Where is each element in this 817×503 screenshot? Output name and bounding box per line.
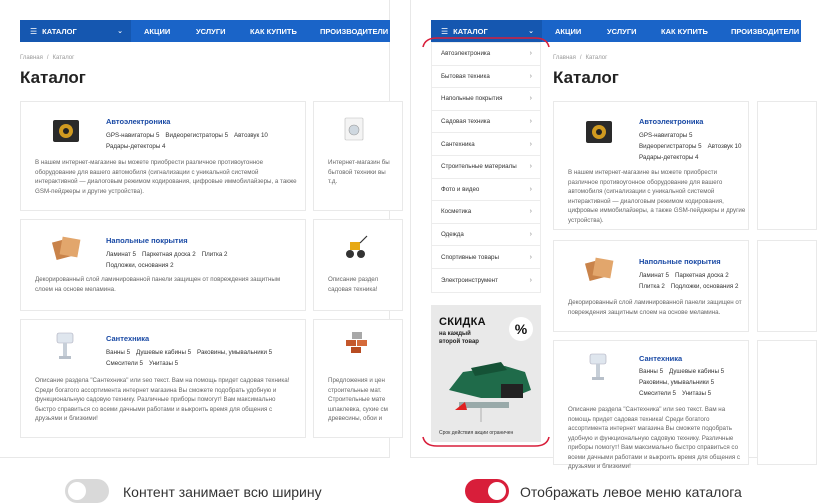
category-title[interactable]: Напольные покрытия <box>639 257 721 266</box>
side-menu-item[interactable]: Напольные покрытия › <box>432 88 540 111</box>
side-menu-item[interactable]: Одежда › <box>432 224 540 247</box>
breadcrumb-current: Каталог <box>52 55 75 61</box>
flooring-image <box>51 234 83 262</box>
category-card-building <box>313 319 403 438</box>
side-menu-item[interactable]: Спортивные товары › <box>432 246 540 269</box>
category-card-flooring <box>20 219 306 311</box>
category-title[interactable]: Сантехника <box>106 334 150 343</box>
chevron-right-icon: › <box>529 185 532 193</box>
chevron-right-icon: › <box>529 276 532 284</box>
category-description: Интернет-магазин бы бытовой техники вы т.д. <box>328 159 390 185</box>
category-title[interactable]: Сантехника <box>639 354 683 363</box>
category-card-partial <box>757 340 817 465</box>
side-menu-item[interactable]: Фото и видео › <box>432 179 540 202</box>
subcategory-list: Ванны 5 Душевые кабины 5 Раковины, умывальники 5 Смесители 5 Унитазы 5 <box>106 349 273 367</box>
side-menu-item[interactable]: Косметика › <box>432 201 540 224</box>
side-menu-item[interactable]: Строительные материалы › <box>432 156 540 179</box>
category-card-appliances <box>313 101 403 211</box>
car-electronics-image <box>584 116 614 146</box>
nav-sales[interactable]: АКЦИИ <box>144 26 171 36</box>
side-menu-item[interactable]: Бытовая техника › <box>432 66 540 89</box>
flooring-image <box>584 255 616 283</box>
breadcrumb: Главная / Каталог <box>20 55 75 61</box>
nav-services[interactable]: УСЛУГИ <box>607 26 637 36</box>
category-title[interactable]: Напольные покрытия <box>106 236 188 245</box>
catalog-side-menu <box>431 42 541 293</box>
nav-how-to-buy[interactable]: КАК КУПИТЬ <box>661 26 708 36</box>
breadcrumb-current: Каталог <box>585 55 608 61</box>
plumbing-image <box>584 351 614 383</box>
breadcrumb-home[interactable]: Главная <box>20 55 43 61</box>
full-width-toggle[interactable] <box>65 479 109 503</box>
full-width-toggle-label: Контент занимает всю ширину <box>123 484 322 500</box>
subcategory-list: GPS-навигаторы 5 Видеорегистраторы 5 Автозвук 10 Радары-детекторы 4 <box>639 132 742 161</box>
banner-title: СКИДКА <box>439 316 486 328</box>
category-description: В нашем интернет-магазине вы можете приобрести различное противоугонное оборудование для вашего автомобиля (сигнализации с уникальной системой интерактивной — диалоговым режимом кодирования, цифровые иммобилайзеры, а также GSM-пейджеры и другие устройства). <box>35 159 297 195</box>
side-menu-item[interactable]: Садовая техника › <box>432 111 540 134</box>
nav-how-to-buy[interactable]: КАК КУПИТЬ <box>250 26 297 36</box>
chevron-right-icon: › <box>529 95 532 103</box>
subcategory-list: Ламинат 5 Паркетная доска 2 Плитка 2 Подложки, основания 2 <box>639 272 739 290</box>
promo-banner[interactable] <box>431 305 541 442</box>
category-description: Описание раздела "Сантехника" или seo текст. Вам на помощь придет садовая техника! Среди богатого ассортимента интернет магазина Вы сможете подобрать удобную и функциональную садовую технику. Различные приборы помогут! Вам максимально быстро справиться со всеми дачными работами и выкроить время для общения с друзьями и близкими! <box>568 406 740 470</box>
category-card-partial <box>757 101 817 230</box>
category-card-auto <box>553 101 749 230</box>
catalog-menu-button[interactable]: ☰ КАТАЛОГ ⌄ <box>431 20 542 42</box>
nav-brands[interactable]: ПРОИЗВОДИТЕЛИ <box>320 26 389 36</box>
banner-subtitle: на каждый второй товар <box>439 331 479 345</box>
left-menu-toggle[interactable] <box>465 479 509 503</box>
banner-note: Срок действия акции ограничен <box>439 430 514 436</box>
subcategory-list: Ламинат 5 Паркетная доска 2 Плитка 2 Подложки, основания 2 <box>106 251 228 269</box>
category-title[interactable]: Автоэлектроника <box>639 117 704 126</box>
category-description: В нашем интернет-магазине вы можете приобрести различное противоугонное оборудование для вашего автомобиля (сигнализации с уникальной системой интерактивной — диалоговым режимом кодирования, цифровые иммобилайзеры, а также GSM-пейджеры и другие устройства). <box>568 169 746 224</box>
chevron-right-icon: › <box>529 253 532 261</box>
car-electronics-image <box>51 115 81 145</box>
cultivator-image <box>342 234 368 260</box>
category-card-plumbing <box>553 340 749 470</box>
catalog-menu-button[interactable]: ☰ КАТАЛОГ ⌄ <box>20 20 131 42</box>
chevron-down-icon: ⌄ <box>117 28 123 35</box>
chevron-right-icon: › <box>529 140 532 148</box>
chevron-right-icon: › <box>529 72 532 80</box>
toggle-knob <box>68 482 86 500</box>
plumbing-image <box>51 330 81 362</box>
category-title[interactable]: Автоэлектроника <box>106 117 171 126</box>
highlight-bracket-top <box>421 36 551 48</box>
preview-left-menu <box>410 0 800 470</box>
top-navbar <box>20 20 390 42</box>
bricks-image <box>344 330 370 358</box>
side-menu-item[interactable]: Автоэлектроника › <box>432 43 540 66</box>
subcategory-list: Ванны 5 Душевые кабины 5 Раковины, умывальники 5 Смесители 5 Унитазы 5 <box>639 368 725 397</box>
washing-machine-image <box>344 117 364 141</box>
category-description: Предложения и цен строительные мат. Строительные мате шпаклевка, сухие см древесины, обои и <box>328 377 388 422</box>
chevron-right-icon: › <box>529 208 532 216</box>
highlight-bracket-bottom <box>421 436 551 448</box>
hamburger-icon: ☰ <box>30 26 38 36</box>
chevron-right-icon: › <box>529 118 532 126</box>
category-description: Описание раздела "Сантехника" или seo текст. Вам на помощь придет садовая техника! Среди богатого ассортимента интернет магазина Вы сможете подобрать удобную и функциональную садовую технику. Различные приборы помогут! Вам максимально быстро справиться со всеми дачными работами и выкроить время для общения с друзьями и близкими! <box>35 377 290 422</box>
chevron-right-icon: › <box>529 231 532 239</box>
hamburger-icon: ☰ <box>441 26 449 36</box>
preview-full-width <box>0 0 390 458</box>
chevron-down-icon: ⌄ <box>528 28 534 35</box>
percent-badge: % <box>509 317 533 341</box>
subcategory-list: GPS-навигаторы 5 Видеорегистраторы 5 Автозвук 10 Радары-детекторы 4 <box>106 132 268 150</box>
page-title: Каталог <box>553 68 619 87</box>
page-title: Каталог <box>20 68 86 87</box>
category-description: Декорированный слой ламинированной панели защищен от повреждения защитным слоем на основе меламина. <box>568 299 742 316</box>
side-menu-item[interactable]: Электроинструмент › <box>441 276 532 284</box>
category-description: Декорированный слой ламинированной панели защищен от повреждения защитным слоем на основе меламина. <box>35 276 281 293</box>
chevron-right-icon: › <box>529 50 532 58</box>
nav-sales[interactable]: АКЦИИ <box>555 26 582 36</box>
chevron-right-icon: › <box>529 163 532 171</box>
category-card-plumbing <box>20 319 306 438</box>
category-card-auto <box>20 101 306 211</box>
category-card-partial <box>757 240 817 332</box>
category-description: Описание раздел садовая техника! <box>328 276 379 293</box>
side-menu-item[interactable]: Сантехника › <box>432 133 540 156</box>
nav-brands[interactable]: ПРОИЗВОДИТЕЛИ <box>731 26 800 36</box>
jigsaw-image <box>441 350 537 426</box>
toggle-knob <box>488 482 506 500</box>
category-card-garden <box>313 219 403 311</box>
category-card-flooring <box>553 240 749 332</box>
breadcrumb-home[interactable]: Главная <box>553 55 576 61</box>
left-menu-toggle-label: Отображать левое меню каталога <box>520 484 742 500</box>
nav-services[interactable]: УСЛУГИ <box>196 26 226 36</box>
breadcrumb: Главная / Каталог <box>553 55 608 61</box>
